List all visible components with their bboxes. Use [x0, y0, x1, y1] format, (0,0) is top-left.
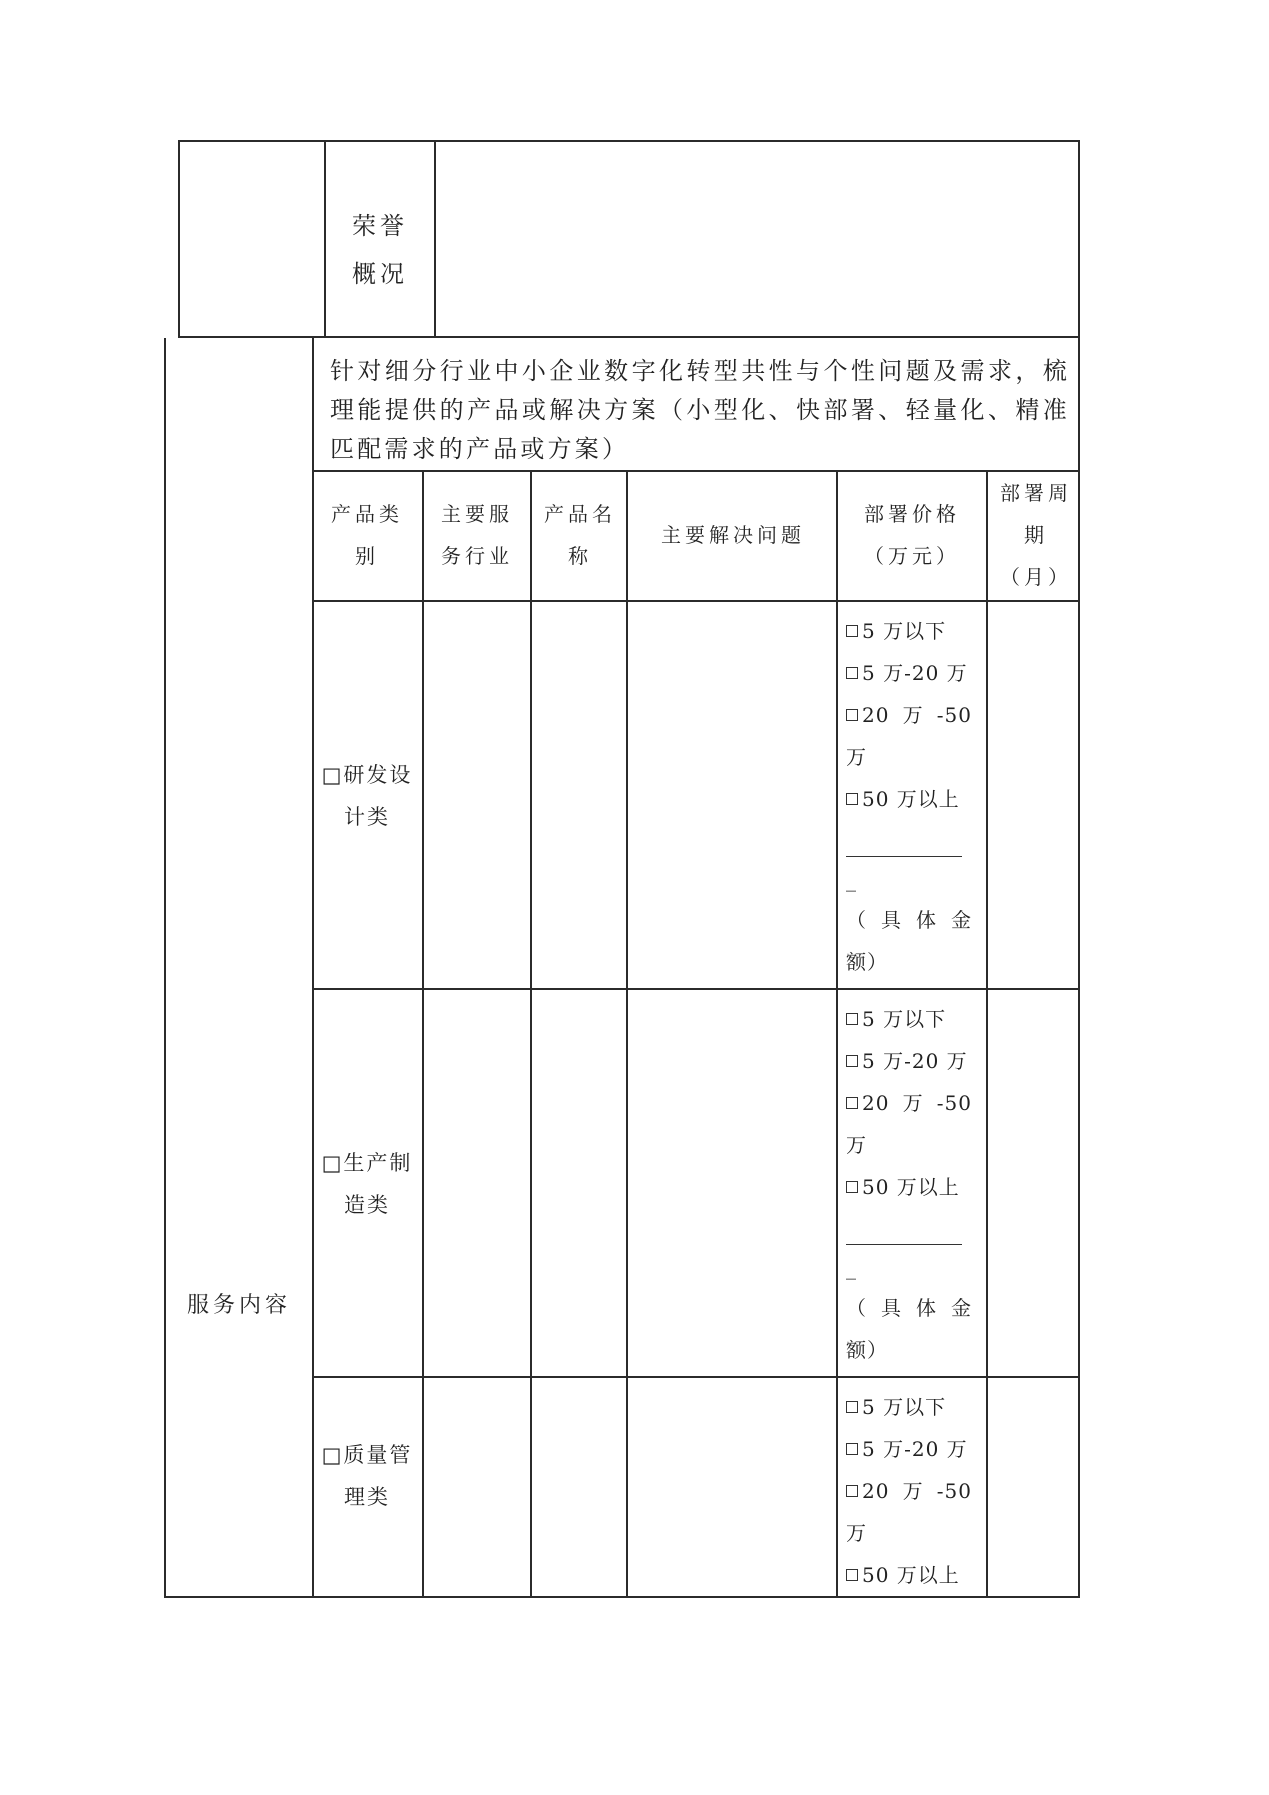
honors-label-line1: 荣誉 [352, 212, 408, 240]
price-option-over50[interactable]: 50 万以上 [846, 1166, 974, 1208]
checkbox[interactable]: □ [321, 763, 344, 787]
price-option-5-20[interactable]: 5 万-20 万 [846, 652, 974, 694]
category-label: 研发设计类 [343, 763, 413, 829]
checkbox[interactable]: □ [321, 1151, 344, 1175]
header-problem: 主要解决问题 [661, 523, 805, 547]
column-divider [530, 470, 532, 1596]
checkbox-icon[interactable] [846, 1097, 858, 1109]
price-option-20-50[interactable]: 20 万 -50 [846, 1470, 974, 1512]
column-divider [422, 470, 424, 1596]
row-divider [312, 1376, 1078, 1378]
service-intro-text: 针对细分行业中小企业数字化转型共性与个性问题及需求，梳理能提供的产品或解决方案（小型化、快部署、轻量化、精准匹配需求的产品或方案） [330, 357, 1070, 463]
specific-amount-label: （ 具 体 金 [846, 1296, 972, 1320]
price-option-5-20[interactable]: 5 万-20 万 [846, 1040, 974, 1082]
price-options [846, 610, 974, 983]
checkbox-icon[interactable] [846, 1569, 858, 1581]
service-content-label: 服务内容 [186, 1293, 291, 1318]
honors-label [326, 202, 434, 298]
price-option-under5[interactable]: 5 万以下 [846, 1386, 974, 1428]
price-option-20-50-unit: 万 [846, 745, 867, 769]
column-divider [626, 470, 628, 1596]
column-divider [986, 470, 988, 1596]
specific-amount-label-end: 额） [846, 1338, 888, 1362]
checkbox-icon[interactable] [846, 1013, 858, 1025]
category-quality-management[interactable] [314, 1434, 420, 1518]
checkbox[interactable]: □ [321, 1443, 344, 1467]
price-option-20-50-unit: 万 [846, 1133, 867, 1157]
price-option-over50[interactable]: 50 万以上 [846, 1554, 974, 1596]
header-industry: 主要服务行业 [441, 502, 513, 568]
row-divider [312, 600, 1078, 602]
specific-amount-label: （ 具 体 金 [846, 908, 972, 932]
specific-amount-label-end: 额） [846, 950, 888, 974]
specific-amount-input[interactable] [846, 1208, 962, 1245]
category-label: 质量管理类 [343, 1443, 413, 1509]
checkbox-icon[interactable] [846, 709, 858, 721]
honors-label-line2: 概况 [352, 260, 408, 288]
specific-amount-input[interactable] [846, 820, 962, 857]
honors-content-cell[interactable] [436, 142, 1078, 336]
service-content-table [164, 338, 1080, 1598]
price-option-under5[interactable]: 5 万以下 [846, 610, 974, 652]
header-product-name: 产品名称 [544, 502, 616, 568]
price-option-over50[interactable]: 50 万以上 [846, 778, 974, 820]
price-options [846, 1386, 974, 1596]
checkbox-icon[interactable] [846, 667, 858, 679]
checkbox-icon[interactable] [846, 1485, 858, 1497]
price-option-under5[interactable]: 5 万以下 [846, 998, 974, 1040]
checkbox-icon[interactable] [846, 1181, 858, 1193]
checkbox-icon[interactable] [846, 1401, 858, 1413]
header-category: 产品类别 [331, 502, 403, 568]
checkbox-icon[interactable] [846, 625, 858, 637]
price-option-20-50[interactable]: 20 万 -50 [846, 694, 974, 736]
checkbox-icon[interactable] [846, 793, 858, 805]
price-options [846, 998, 974, 1371]
price-option-20-50[interactable]: 20 万 -50 [846, 1082, 974, 1124]
header-price: 部署价格（万元） [864, 502, 960, 568]
price-option-20-50-unit: 万 [846, 1521, 867, 1545]
header-cycle: 部署周期（月） [1000, 481, 1072, 589]
honors-table [178, 140, 1080, 338]
price-option-5-20[interactable]: 5 万-20 万 [846, 1428, 974, 1470]
blank-dash: _ [846, 1256, 857, 1280]
category-production-manufacturing[interactable] [314, 1142, 420, 1226]
row-divider [312, 988, 1078, 990]
category-rd-design[interactable] [314, 754, 420, 838]
category-label: 生产制造类 [343, 1151, 413, 1217]
column-divider [836, 470, 838, 1596]
checkbox-icon[interactable] [846, 1443, 858, 1455]
blank-dash: _ [846, 868, 857, 892]
column-divider [312, 338, 314, 1596]
checkbox-icon[interactable] [846, 1055, 858, 1067]
